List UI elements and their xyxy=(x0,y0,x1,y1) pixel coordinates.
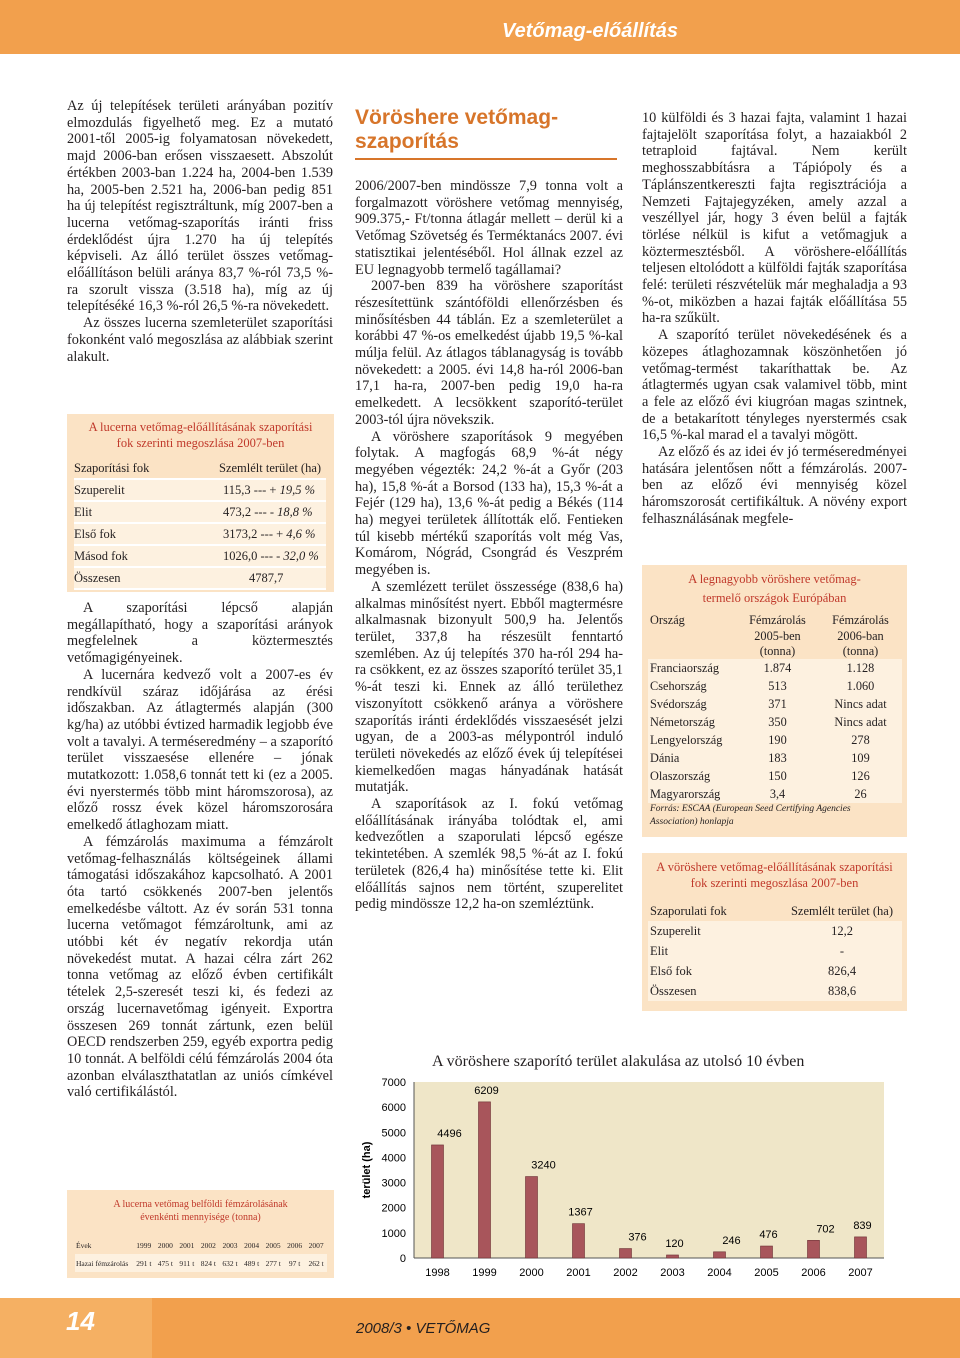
value-cell: 3,4 xyxy=(736,785,819,803)
fok-cell: Szuperelit xyxy=(648,921,782,941)
paragraph: A szaporítások az I. fokú vetőmag előállításának irányába tolódtak el, ami kedvezőtlen a szaporulati lépcső egésze tekintetében. A szemlék 98,5 %-át az I. fokú területek (826,4 ha) minősítése tette ki. Elit előállítás sajnos nem történt, szuperelitet pedig mindössze 12,2 ha-on szemléztünk. xyxy=(355,796,623,913)
table-row xyxy=(648,921,902,941)
table-row xyxy=(74,523,326,545)
col-header-terulet: Szemlélt terület (ha) xyxy=(219,458,326,479)
x-tick-label: 2000 xyxy=(519,1267,544,1279)
data-label: 1367 xyxy=(568,1206,593,1219)
value-cell: 291 t xyxy=(136,1258,152,1268)
value-cell: 262 t xyxy=(308,1258,324,1268)
column-2 xyxy=(355,178,623,913)
y-tick-label: 3000 xyxy=(381,1177,406,1190)
femzar-table-box xyxy=(67,1190,334,1278)
table-row xyxy=(648,731,902,749)
x-tick-label: 1998 xyxy=(425,1267,450,1279)
y-tick-label: 1000 xyxy=(381,1227,406,1240)
year-cell: 1999 xyxy=(136,1240,152,1250)
chart-title: A vöröshere szaporító terület alakulása az utolsó 10 évben xyxy=(432,1053,805,1070)
country-cell: Olaszország xyxy=(648,767,736,785)
paragraph: A szemlézett terület összessége (838,6 ha) alkalmas minősítést nyert. Ebből magtermésre alkalmasnak bizonyult 500,9 ha. Jelentős terület, 337,8 ha részesült fenntartó szemlében. Az új telepítés 370 ha-ról 294 ha-ra csökkent, ez az összes szaporító terület 35,1 %-át teszi ki. Ennek az álló területhez viszonyított csökkenő aránya a vöröshere szaporítás iránti érdeklődés visszaesését jelzi ugyan, de a 2003-as mélypontról induló területi növekedés az előző évek új telepítései kiemelkedően magas hányadának hatását mutatják. xyxy=(355,578,623,796)
y-axis-label: terület (ha) xyxy=(361,1141,373,1199)
data-label: 6209 xyxy=(474,1084,499,1097)
value-cell: 278 xyxy=(819,731,902,749)
x-tick-label: 2003 xyxy=(660,1267,685,1279)
y-tick-label: 7000 xyxy=(381,1077,406,1089)
header-title: Vetőmag-előállítás xyxy=(502,20,678,42)
table-row xyxy=(74,501,326,523)
paragraph: A lucernára kedvező volt a 2007-es év rendkívül száraz időjárása az érési időszakban. Az átlagtermés alapján (300 kg/ha) az utóbbi évtized harmadik legjobb éve volt a tavalyi. A terméseredmény – a szaporító terület visszaesése ellenére – jónak mutatkozott: 1.058,6 tonnát tett ki (ez a 2005. évi nyerstermés több mint háromszorosa), az előző rossz évek közel háromszorosára emelkedő átlaghozam miatt. xyxy=(67,666,333,834)
value-cell: 3173,2 --- + 4,6 % xyxy=(219,523,326,545)
value-cell: 826,4 xyxy=(782,961,902,981)
bar xyxy=(855,1237,867,1258)
x-tick-label: 2004 xyxy=(707,1267,732,1279)
table-row xyxy=(74,567,326,589)
data-label: 839 xyxy=(853,1219,872,1232)
fok-cell: Összesen xyxy=(648,981,782,1001)
year-cell: 2001 xyxy=(179,1240,195,1250)
eu-table-box xyxy=(642,565,907,837)
table-row xyxy=(648,961,902,981)
fok-cell: Első fok xyxy=(74,523,219,545)
column-1-bottom xyxy=(67,600,333,1101)
paragraph: Az összes lucerna szemleterület szaporítási fokonként való megoszlása az alábbiak szerint alakult. xyxy=(67,315,333,365)
value-cell: - xyxy=(782,941,902,961)
bar-chart xyxy=(352,1076,892,1306)
fok-cell: Elit xyxy=(74,501,219,523)
year-cell: 2007 xyxy=(308,1240,324,1250)
y-tick-label: 4000 xyxy=(381,1152,406,1165)
bar xyxy=(761,1246,773,1258)
table-row xyxy=(74,479,326,501)
fok-cell: Elit xyxy=(648,941,782,961)
value-cell: 183 xyxy=(736,749,819,767)
col-header-2005: 2005-ben (tonna) xyxy=(754,629,801,658)
bar xyxy=(573,1224,585,1258)
y-tick-label: 5000 xyxy=(381,1127,406,1140)
col-header-orszag: Ország xyxy=(650,612,685,627)
value-cell: Nincs adat xyxy=(819,695,902,713)
lucerna-table-title: A lucerna vetőmag-előállításának szaporítási fok szerinti megoszlása 2007-ben xyxy=(88,420,313,450)
paragraph: Az új telepítések területi arányában pozitív elmozdulás figyelhető meg. Ez a mutató 2001-től 2005-ig folyamatosan növekedett, majd 2006-ban erősen visszaesett. Abszolút értékben 2003-ban 1.224 ha, 2004-ben 1.539 ha, 2005-ben 2.521 ha, 2006-ban pedig 851 ha új telepítést regisztráltunk, míg 2007-ben a lucerna vetőmag-szaporítás iránti friss érdeklődést újra 1.270 ha új telepítés képviseli. Az álló terület összes vetőmag-előállításon belüli aránya 83,7 %-ról 73,5 %-ra szorult vissza (3.518 ha), míg az új telepítéséké 16,3 %-ról 26,5 %-ra növekedett. xyxy=(67,98,333,315)
paragraph: 2007-ben 839 ha vöröshere szaporítást részesítettünk szántóföldi ellenőrzésben és minősítésben 44 táblán. Ez a szemleterület a korábbi 47 %-os emelkedést újabb 19,5 %-kal múlja felül. Az átlagos táblanagyság is tovább növekedett: a 2005. évi 14,8 ha-ról 2006-ban 17,1 ha-ra, 2007-ben pedig 19,0 ha-ra emelkedett. A lecsökkent szaporító-terület 2003-tól újra növekszik. xyxy=(355,278,623,428)
table-row xyxy=(648,767,902,785)
bar xyxy=(620,1249,632,1258)
country-cell: Dánia xyxy=(648,749,736,767)
row-label: Évek xyxy=(76,1240,92,1250)
country-cell: Svédország xyxy=(648,695,736,713)
table-row xyxy=(648,941,902,961)
value-cell: 1.060 xyxy=(819,677,902,695)
year-cell: 2006 xyxy=(287,1240,303,1250)
data-label: 376 xyxy=(628,1231,647,1244)
value-cell: 1.874 xyxy=(736,659,819,677)
table-row xyxy=(648,749,902,767)
bar xyxy=(714,1252,726,1258)
y-tick-label: 0 xyxy=(399,1253,406,1265)
data-label: 4496 xyxy=(437,1127,462,1140)
paragraph: 10 külföldi és 3 hazai fajta, valamint 1 hazai fajtajelölt szaporítása folyt, a hazaiakból 2 tetraploid fajtával. Nem került meghosszabbításra a Tápiópoly és a Táplánszentkereszti fajta regisztrációja a Nemzeti Fajtajegyzéken, amely azzal a veszéllyel jár, hogy 3 éven belül a fajták törlése nélkül is kifut a vetőmagjuk a köztermesztésből. A vöröshere-előállítás teljesen eltolódott a külföldi fajták szaporítása felé: területi részvételük már meghaladja a 93 %-ot, miközben a hazai fajták előállítása 55 ha-ra szűkült. xyxy=(642,110,907,327)
page-number: 14 xyxy=(66,1306,95,1336)
col-header-2006: 2006-ban (tonna) xyxy=(837,629,884,658)
value-cell: 513 xyxy=(736,677,819,695)
col-header-fz: Fémzárolás xyxy=(749,612,806,627)
value-cell: 350 xyxy=(736,713,819,731)
source-note: Forrás: ESCAA (European Seed Certifying Agencies Association) honlapja xyxy=(650,804,851,827)
x-tick-label: 2002 xyxy=(613,1267,638,1279)
x-tick-label: 1999 xyxy=(472,1267,497,1279)
value-cell: 97 t xyxy=(288,1258,301,1268)
data-label: 3240 xyxy=(531,1159,556,1172)
page-header xyxy=(0,0,960,54)
table-row xyxy=(648,785,902,803)
fok-cell: Szuperelit xyxy=(74,479,219,501)
lucerna-table xyxy=(74,458,326,590)
section-title: Vöröshere vetőmag- szaporítás xyxy=(355,106,617,160)
col-header-fz: Fémzárolás xyxy=(832,612,889,627)
value-cell: 1026,0 --- - 32,0 % xyxy=(219,545,326,567)
table-row xyxy=(648,713,902,731)
table-row xyxy=(648,981,902,1001)
value-cell: 838,6 xyxy=(782,981,902,1001)
data-label: 120 xyxy=(665,1237,684,1250)
year-cell: 2003 xyxy=(222,1240,238,1250)
voro-table xyxy=(648,901,902,1001)
col-header-fok: Szaporítási fok xyxy=(74,458,219,479)
value-cell: 475 t xyxy=(157,1258,174,1268)
value-cell: 277 t xyxy=(265,1258,281,1268)
femzar-table xyxy=(75,1236,327,1272)
y-tick-label: 2000 xyxy=(381,1202,406,1215)
fok-cell: Másod fok xyxy=(74,545,219,567)
value-cell: 115,3 --- + 19,5 % xyxy=(219,479,326,501)
value-cell: 26 xyxy=(819,785,902,803)
x-tick-label: 2005 xyxy=(754,1267,779,1279)
row-label: Hazai fémzárolás xyxy=(76,1258,129,1268)
bar xyxy=(479,1102,491,1258)
table-row xyxy=(74,545,326,567)
table-row xyxy=(648,659,902,677)
table-row xyxy=(648,677,902,695)
value-cell: Nincs adat xyxy=(819,713,902,731)
eu-table-title: A legnagyobb vöröshere vetőmag-termelő országok Európában xyxy=(688,572,861,605)
value-cell: 911 t xyxy=(179,1258,195,1268)
year-cell: 2000 xyxy=(157,1240,173,1250)
value-cell: 1.128 xyxy=(819,659,902,677)
voro-table-box xyxy=(642,853,907,1011)
value-cell: 12,2 xyxy=(782,921,902,941)
value-cell: 489 t xyxy=(243,1258,260,1268)
data-label: 702 xyxy=(816,1223,835,1236)
femzar-table-title: A lucerna vetőmag belföldi fémzárolásának évenkénti mennyisége (tonna) xyxy=(113,1199,288,1223)
year-cell: 2002 xyxy=(200,1240,216,1250)
paragraph: Az előző és az idei év jó terméseredményei hatására jelentősen nőtt a fémzárolás. 2007-ben az előző évi mennyiség közel háromszorosát certifikáltuk. A növény export felhasználásának megfele- xyxy=(642,444,907,527)
bar xyxy=(432,1145,444,1258)
value-cell: 190 xyxy=(736,731,819,749)
column-1-top xyxy=(67,98,333,365)
value-cell: 109 xyxy=(819,749,902,767)
voro-table-title: A vöröshere vetőmag-előállításának szaporítási fok szerinti megoszlása 2007-ben xyxy=(656,860,893,890)
value-cell: 4787,7 xyxy=(219,567,326,589)
col-header-fok: Szaporulati fok xyxy=(650,903,727,918)
paragraph: A fémzárolás maximuma a fémzárolt vetőmag-felhasználás költségeinek állami támogatási időszakához kapcsolható. A 2001 óta tartó csökkenés 2007-ben jelentős emelkedésbe váltott. Az év során 531 tonna lucerna vetőmagot fémzároltunk, ami az utóbbi két év negatív rekordja után növekedést mutat. A hazai célra zárt 262 tonna vetőmag az előző évben certifikált tételek 2,5-szeresét teszi ki, és fedezi az ország lucernavetőmag igényeit. Exportra összesen 269 tonnát zártunk, ezen belül OECD rendszerben 259, egyéb exportra pedig 10 tonnát. A belföldi célú fémzárolás 2004 óta azonban elválaszthatatlan az uniós címkével való certifikálástól. xyxy=(67,833,333,1101)
x-tick-label: 2006 xyxy=(801,1267,826,1279)
y-tick-label: 6000 xyxy=(381,1102,406,1115)
value-cell: 473,2 --- - 18,8 % xyxy=(219,501,326,523)
bar xyxy=(667,1255,679,1258)
bar xyxy=(808,1240,820,1258)
year-cell: 2004 xyxy=(244,1240,260,1250)
country-cell: Franciaország xyxy=(648,659,736,677)
data-label: 476 xyxy=(759,1229,778,1242)
country-cell: Csehország xyxy=(648,677,736,695)
paragraph: 2006/2007-ben mindössze 7,9 tonna volt a forgalmazott vöröshere vetőmag mennyiség, 909.375,- Ft/tonna átlagár mellett – derül ki a Vetőmag Szövetség és Terméktanács 2007. évi statisztikai jelentéséből. Hol állnak ezzel az EU legnagyobb termelő tagállamai? xyxy=(355,178,623,278)
value-cell: 824 t xyxy=(200,1258,216,1268)
table-row xyxy=(648,695,902,713)
country-cell: Németország xyxy=(648,713,736,731)
x-tick-label: 2001 xyxy=(566,1267,591,1279)
fok-cell: Összesen xyxy=(74,567,219,589)
x-tick-label: 2007 xyxy=(848,1267,873,1279)
country-cell: Magyarország xyxy=(648,785,736,803)
col-header-terulet: Szemlélt terület (ha) xyxy=(790,903,894,918)
bar xyxy=(526,1177,538,1258)
paragraph: A szaporító terület növekedésének és a közepes átlaghozamnak köszönhetően jó vetőmag-termést takaríthattak be. Az átlagtermés ugyan csak valamivel több, mint a fele az előző évi kiugróan magas szintnek, de a betakarított tényleges nyerstermés csak 16,5 %-kal marad el a tavalyi mögött. xyxy=(642,327,907,444)
column-3 xyxy=(642,110,907,528)
eu-table xyxy=(648,611,902,803)
country-cell: Lengyelország xyxy=(648,731,736,749)
data-label: 246 xyxy=(722,1234,741,1247)
value-cell: 150 xyxy=(736,767,819,785)
value-cell: 632 t xyxy=(222,1258,238,1268)
fok-cell: Első fok xyxy=(648,961,782,981)
value-cell: 371 xyxy=(736,695,819,713)
paragraph: A szaporítási lépcső alapján megállapítható, hogy a szaporítási arányok megfelelnek a köztermesztés vetőmagigényeinek. xyxy=(67,600,333,667)
year-cell: 2005 xyxy=(265,1240,281,1250)
journal-name: 2008/3 • VETŐMAG xyxy=(356,1320,491,1337)
paragraph: A vöröshere szaporítások 9 megyében folytak. A magfogás 68,9 %-át négy megyében végezték: 24,2 %-át a Győr (203 ha), 15,8 %-át a Borsod (133 ha), 15,3 %-át a Fejér (129 ha), 13,6 %-át pedig a Békés (114 ha) megyei területek állították elő. Fentieken túl kisebb mértékű szaporítás volt még Vas, Komárom, Nógrád, Csongrád és Veszprém megyében is. xyxy=(355,428,623,579)
value-cell: 126 xyxy=(819,767,902,785)
